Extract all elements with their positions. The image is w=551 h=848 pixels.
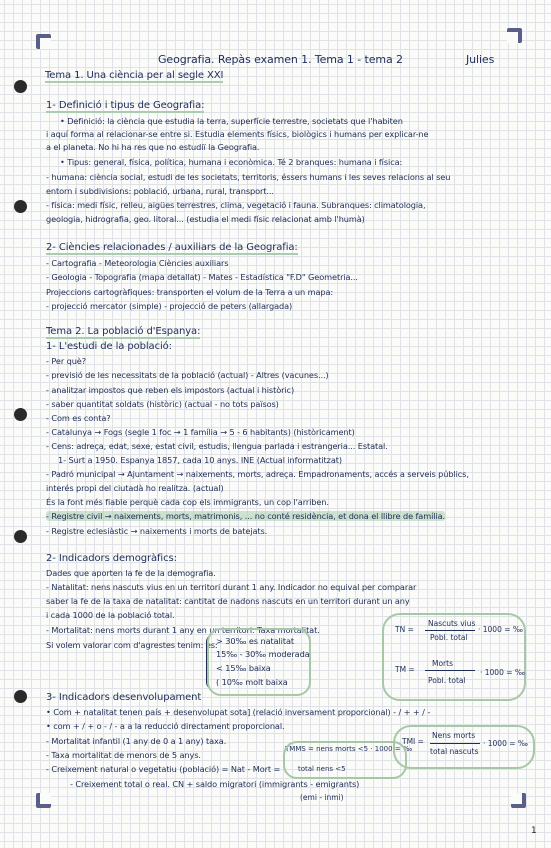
natality-scale-item: < 15‰ baixa xyxy=(216,663,271,673)
scale-box xyxy=(207,628,311,696)
corner-marker-icon xyxy=(511,793,526,808)
fraction-bar xyxy=(425,630,475,631)
natality-scale-item: ( 10‰ molt baixa xyxy=(216,677,288,687)
natality-scale-item: 15‰ - 30‰ moderada xyxy=(216,649,310,659)
corner-marker-icon xyxy=(507,28,522,43)
text-line: És la font més fiable perquè cada cop els immigrants, un cop l'arriben. xyxy=(46,497,329,507)
text-line: • Com + natalitat tenen país + desenvolupat sota] (relació inversament proporcional) - / + + / - xyxy=(46,707,431,717)
formula-factor: · 1000 = ‰ xyxy=(483,739,528,748)
text-line: - Geologia - Topografia (mapa detallat) - Mates - Estadística "F.D" Geometria... xyxy=(46,272,358,282)
section-heading: 3- Indicadors desenvolupament xyxy=(46,692,202,703)
text-line: • Definició: la ciència que estudia la terra, superfície terrestre, societats que l'habiten xyxy=(60,116,403,126)
tmms-formula: TMMS = nens morts <5 · 1000 = ‰ xyxy=(285,745,413,753)
text-line: a el planeta. No hi ha res que no estudiï la Geografia. xyxy=(46,142,260,152)
fraction-bar xyxy=(430,743,480,744)
text-line: - Taxa mortalitat de menors de 5 anys. xyxy=(46,750,201,760)
text-line: - Com es conta? xyxy=(46,413,111,423)
text-line: interés propi del ciutadà ho realitza. (actual) xyxy=(46,483,224,493)
tmms-denominator: total nens <5 xyxy=(298,765,346,773)
formula-numerator: Nens morts xyxy=(432,731,476,740)
formula-factor: · 1000 = ‰ xyxy=(478,625,523,634)
text-line: Projeccions cartogràfiques: transporten el volum de la Terra a un mapa: xyxy=(46,287,334,297)
corner-marker-icon xyxy=(36,34,51,49)
formula-denominator: total nascuts xyxy=(430,747,479,756)
formula-label: TMI = xyxy=(402,737,424,746)
text-line: - Mortalitat infantil (1 any de 0 a 1 any) taxa. xyxy=(46,736,227,746)
text-line: geologia, hidrografia, geo. litoral... (estudia el medi físic relacionat amb l'humà) xyxy=(46,214,365,224)
text-line: - Creixement total o real. CN + saldo migratori (immigrants - emigrants) xyxy=(70,779,360,789)
page-number: 1 xyxy=(531,826,537,836)
text-line: Si volem valorar com d'agrestes tenim: es: xyxy=(46,640,218,650)
text-line: i aquí forma al relacionar-se entre si. Estudia elements físics, biològics i humans per explicar-ne xyxy=(46,129,429,139)
formula-denominator: Pobl. total xyxy=(430,633,468,642)
text-line: - física: medi físic, relleu, aigües terrestres, clima, vegetació i fauna. Subranques: climatologia, xyxy=(46,200,426,210)
text-line: - humana: ciència social, estudi de les societats, territoris, éssers humans i les seves relacions al seu xyxy=(46,172,451,182)
fraction-bar xyxy=(425,670,475,671)
text-line: - saber quantitat soldats (històric) (actual - no tots països) xyxy=(46,399,279,409)
binder-hole xyxy=(14,408,27,421)
text-line: - Registre eclesiàstic → naixements i morts de batejats. xyxy=(46,526,268,536)
tema2-title: Tema 2. La població d'Espanya: xyxy=(46,326,201,337)
binder-hole xyxy=(14,690,27,703)
text-line: - Creixement natural o vegetatiu (població) = Nat - Mort = xyxy=(46,764,281,774)
text-line: • com + / + o - / - a a la reducció directament proporcional. xyxy=(46,721,285,731)
tema1-title: Tema 1. Una ciència per al segle XXI xyxy=(45,70,224,81)
text-line: - Per què? xyxy=(46,356,86,366)
formula-numerator: Nascuts vius xyxy=(428,619,476,628)
formula-denominator: Pobl. total xyxy=(428,676,466,685)
text-line: Dades que aporten la fe de la demografia. xyxy=(46,568,216,578)
text-line: - Catalunya → Fogs (segle 1 foc → 1 família → 5 - 6 habitants) (històricament) xyxy=(46,427,355,437)
section-heading: 1- Definició i tipus de Geografia: xyxy=(46,100,205,111)
text-line: - previsió de les necessitats de la població (actual) - Altres (vacunes...) xyxy=(46,370,329,380)
text-line: - analitzar impostos que reben els impostors (actual i històric) xyxy=(46,385,295,395)
formula-label: TM = xyxy=(395,665,415,674)
text-line: - Natalitat: nens nascuts vius en un territori durant 1 any. Indicador no equival per comparar xyxy=(46,582,417,592)
formula-numerator: Morts xyxy=(432,659,453,668)
binder-hole xyxy=(14,530,27,543)
text-line: saber la fe de la taxa de natalitat: cantitat de nadons nascuts en un territori durant un any xyxy=(46,596,410,606)
text-line: - Mortalitat: nens morts durant 1 any en un territori. Taxa mortalitat. xyxy=(46,625,320,635)
text-line: - Cartografia - Meteorologia Ciències auxiliars xyxy=(46,258,229,268)
text-line: - Cens: adreça, edat, sexe, estat civil, estudis, llengua parlada i estrangeria... Estatal. xyxy=(46,441,388,451)
section-heading: 1- L'estudi de la població: xyxy=(46,341,172,352)
section-heading: 2- Indicadors demogràfics: xyxy=(46,553,177,564)
page-header-name: Julies xyxy=(466,53,495,66)
text-line-highlighted: - Registre civil → naixements, morts, matrimonis, ... no conté residència, et dona el llibre de família. xyxy=(46,511,446,521)
corner-marker-icon xyxy=(36,793,51,808)
section-heading: 2- Ciències relacionades / auxiliars de la Geografia: xyxy=(46,242,298,253)
text-line: 1- Surt a 1950. Espanya 1857, cada 10 anys. INE (Actual informatitzat) xyxy=(58,455,342,465)
formula-factor: · 1000 = ‰ xyxy=(480,668,525,677)
text-line: i cada 1000 de la població total. xyxy=(46,610,175,620)
text-line: entorn i subdivisions: població, urbana, rural, transport... xyxy=(46,186,274,196)
natality-scale-item: > 30‰ es natalitat xyxy=(216,636,294,646)
tmms-box xyxy=(283,741,407,779)
binder-hole xyxy=(14,80,27,93)
page-header-subject: Geografia. Repàs examen 1. Tema 1 - tema 2 xyxy=(158,53,403,66)
saldo-note: (emi - inmi) xyxy=(300,793,344,802)
text-line: - Padró municipal → Ajuntament → naixements, morts, adreça. Empadronaments, accés a serveis públics, xyxy=(46,469,469,479)
text-line: • Tipus: general, física, política, humana i econòmica. Té 2 branques: humana i física: xyxy=(60,157,403,167)
binder-hole xyxy=(14,200,27,213)
text-line: - projecció mercator (simple) - projecció de peters (allargada) xyxy=(46,301,293,311)
formula-label: TN = xyxy=(395,625,414,634)
